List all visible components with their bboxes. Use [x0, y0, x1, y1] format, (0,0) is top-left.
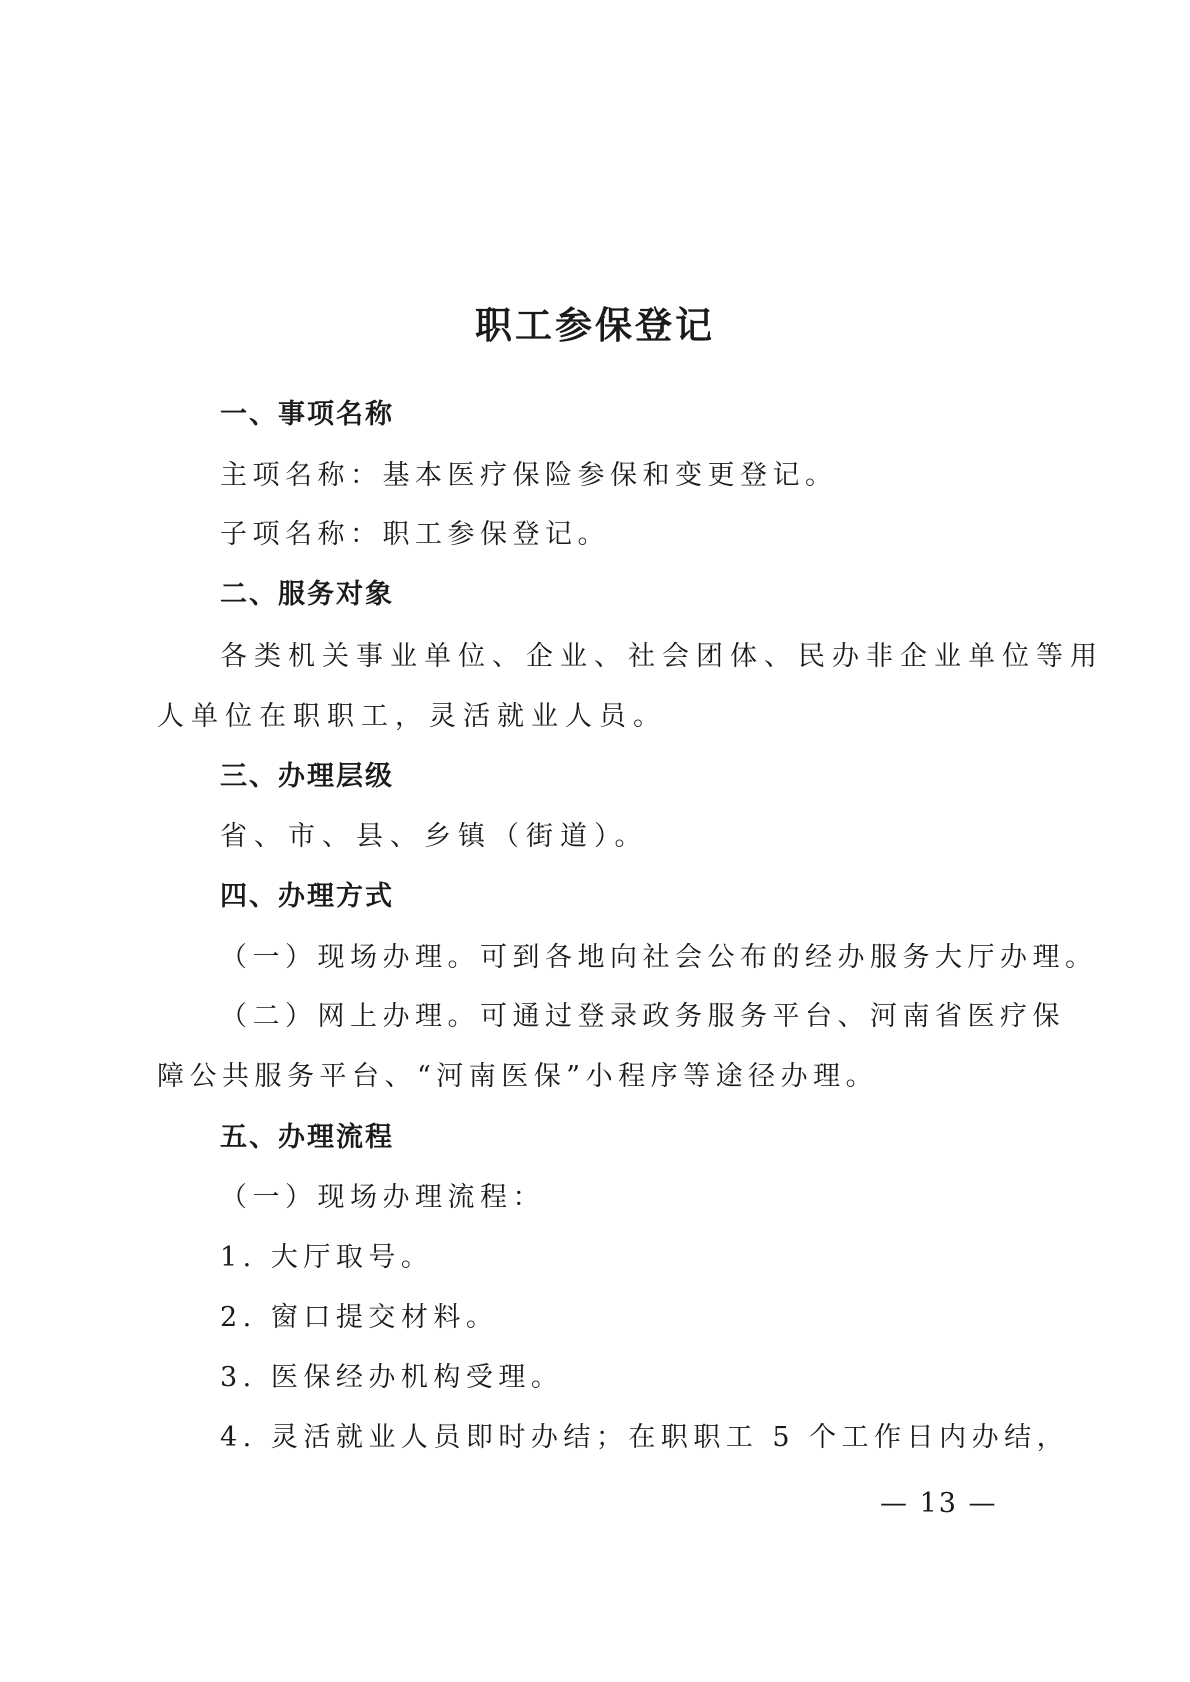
- process-step-2: 2. 窗口提交材料。: [220, 1302, 499, 1333]
- section-heading-service-target: 二、服务对象: [220, 579, 394, 610]
- section-heading-handling-method: 四、办理方式: [220, 881, 394, 912]
- page-number: — 13 —: [880, 1488, 998, 1519]
- service-target-text-line-2: 人单位在职职工，灵活就业人员。: [157, 701, 667, 732]
- online-handling-text-line-2: 障公共服务平台、“河南医保”小程序等途径办理。: [157, 1061, 879, 1092]
- main-item-name-text: 主项名称：基本医疗保险参保和变更登记。: [220, 460, 838, 491]
- section-heading-item-name: 一、事项名称: [220, 399, 394, 430]
- service-target-text-line-1: 各类机关事业单位、企业、社会团体、民办非企业单位等用: [220, 641, 1104, 672]
- handling-level-text: 省、市、县、乡镇（街道）。: [220, 821, 649, 852]
- process-step-1: 1. 大厅取号。: [220, 1242, 434, 1273]
- sub-item-name-text: 子项名称：职工参保登记。: [220, 519, 610, 550]
- section-heading-handling-process: 五、办理流程: [220, 1122, 394, 1153]
- onsite-process-subheading: （一）现场办理流程：: [220, 1182, 545, 1213]
- process-step-3: 3. 医保经办机构受理。: [220, 1362, 564, 1393]
- onsite-handling-text: （一）现场办理。可到各地向社会公布的经办服务大厅办理。: [220, 942, 1098, 973]
- section-heading-handling-level: 三、办理层级: [220, 761, 394, 792]
- online-handling-text-line-1: （二）网上办理。可通过登录政务服务平台、河南省医疗保: [220, 1001, 1065, 1032]
- process-step-4: 4. 灵活就业人员即时办结；在职职工 5 个工作日内办结，: [220, 1422, 1070, 1453]
- page-title: 职工参保登记: [475, 304, 715, 347]
